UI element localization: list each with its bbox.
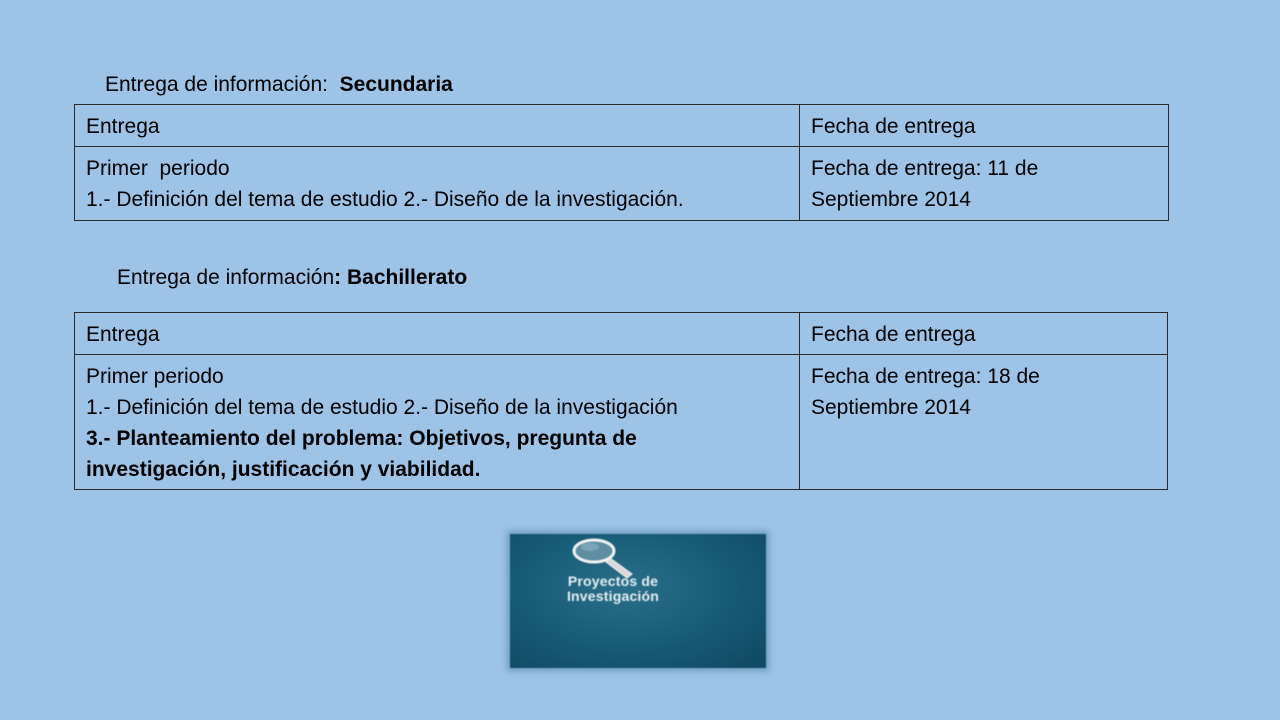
- logo-line: Investigación: [566, 588, 660, 604]
- table-header-row: [75, 105, 1169, 147]
- date-line: Septiembre 2014: [811, 188, 971, 211]
- header-cell-fecha: Fecha de entrega: [800, 105, 1169, 147]
- header-cell-fecha: Fecha de entrega: [800, 313, 1168, 355]
- deliverable-item: 1.- Definición del tema de estudio 2.- Diseño de la investigación: [86, 396, 678, 419]
- header-cell-entrega: Entrega: [75, 313, 800, 355]
- heading-prefix: Entrega de información:: [105, 73, 340, 96]
- period-label: Primer periodo: [86, 157, 230, 180]
- heading-level: : Bachillerato: [334, 266, 468, 289]
- date-cell: [800, 147, 1169, 221]
- deliverable-item-bold: investigación, justificación y viabilidad.: [86, 458, 481, 481]
- date-line: Fecha de entrega: 18 de: [811, 365, 1040, 388]
- table-row: [75, 355, 1168, 490]
- date-line: Septiembre 2014: [811, 396, 971, 419]
- logo-line: Proyectos de: [567, 573, 659, 589]
- table-header-row: [75, 313, 1168, 355]
- logo-text: [510, 574, 716, 604]
- deliverable-cell: [75, 147, 800, 221]
- deliverable-item-bold: 3.- Planteamiento del problema: Objetivos, pregunta de: [86, 427, 637, 450]
- heading-prefix: Entrega de información: [117, 266, 335, 289]
- header-cell-entrega: Entrega: [75, 105, 800, 147]
- deliverable-cell: [75, 355, 800, 490]
- bachillerato-table: [74, 312, 1168, 490]
- heading-level: Secundaria: [339, 73, 453, 96]
- bachillerato-heading: [117, 265, 467, 291]
- deliverable-item: 1.- Definición del tema de estudio 2.- Diseño de la investigación.: [86, 188, 684, 211]
- secundaria-table: [74, 104, 1169, 221]
- table-row: [75, 147, 1169, 221]
- date-cell: [800, 355, 1168, 490]
- date-line: Fecha de entrega: 11 de: [811, 157, 1039, 180]
- period-label: Primer periodo: [86, 365, 224, 388]
- proyectos-logo: [510, 534, 766, 668]
- secundaria-heading: [105, 72, 453, 98]
